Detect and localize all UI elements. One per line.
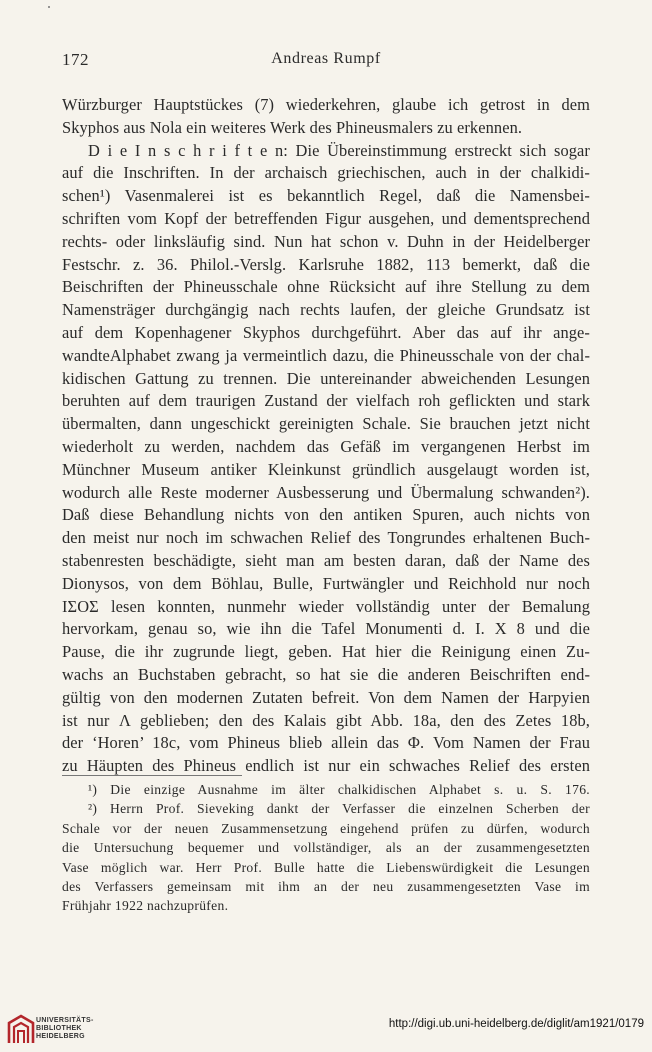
body-line: Dionysos, von dem Böhlau, Bulle, Furtwängler und Reichhold nur noch bbox=[62, 573, 590, 593]
library-name-line: HEIDELBERG bbox=[36, 1033, 85, 1040]
library-name-line: UNIVERSITÄTS- bbox=[36, 1017, 94, 1024]
footnote-line: ¹) Die einzige Ausnahme im älter chalkidischen Alphabet s. u. S. 176. bbox=[88, 782, 590, 797]
body-line: wodurch alle Reste moderner Ausbesserung und Übermalung schwanden²). bbox=[62, 482, 590, 502]
body-line: schriften vom Kopf der betreffenden Figur ausgehen, und dementsprechend bbox=[62, 208, 590, 228]
page-header bbox=[62, 50, 590, 74]
body-line: Festschr. z. 36. Philol.-Verslg. Karlsruhe 1882, 113 bemerkt, daß die bbox=[62, 254, 590, 274]
university-library-logo-icon bbox=[6, 1013, 36, 1047]
body-line: hervorkam, genau so, wie ihn die Tafel Monumenti d. I. X 8 und die bbox=[62, 619, 590, 639]
body-line: auf dem Kopenhagener Skyphos durchgeführt. Aber das auf ihr ange- bbox=[62, 322, 590, 342]
body-line: stabenresten beschädigte, sieht man am besten daran, daß der Name des bbox=[62, 550, 590, 570]
body-line: der ‘Horen’ 18c, vom Phineus blieb allein das Φ. Vom Namen der Frau bbox=[62, 733, 590, 753]
body-line: zu Häupten des Phineus endlich ist nur ein schwaches Relief des ersten bbox=[62, 756, 590, 776]
body-line: wachs an Buchstaben gebracht, so hat sie die anderen Beischriften end- bbox=[62, 664, 590, 684]
body-line: ist nur Λ geblieben; den des Kalais gibt Abb. 18a, den des Zetes 18b, bbox=[62, 710, 590, 730]
page-number: 172 bbox=[62, 50, 89, 69]
footnote-line: die Untersuchung bequemer und vollständiger, als an der zusammengesetzten bbox=[62, 840, 590, 856]
body-line: Beischriften der Phineusschale ohne Rücksicht auf ihre Stellung zu dem bbox=[62, 277, 590, 297]
footnote-line: Vase möglich war. Herr Prof. Bulle hatte die Liebenswürdigkeit die Lesungen bbox=[62, 859, 590, 875]
body-line: auf die Inschriften. In der archaisch griechischen, auch in der chalkidi- bbox=[62, 163, 590, 183]
footnote-line: ²) Herrn Prof. Sieveking dankt der Verfasser die einzelnen Scherben der bbox=[88, 801, 590, 817]
library-name bbox=[36, 1017, 94, 1041]
footer-bar bbox=[0, 1005, 652, 1052]
body-line: Münchner Museum antiker Kleinkunst gründlich ausgelaugt worden ist, bbox=[62, 459, 590, 479]
body-line: rechts- oder linksläufig sind. Nun hat schon v. Duhn in der Heidelberger bbox=[62, 231, 590, 251]
body-line: übermalten, dann ungeschickt gereinigten Schale. Sie brauchen jetzt nicht bbox=[62, 414, 590, 434]
footnotes bbox=[62, 780, 590, 916]
body-line: kidischen Gattung zu trennen. Die untereinander abweichenden Lesungen bbox=[62, 368, 590, 388]
body-line: D i e I n s c h r i f t e n: Die Übereinstimmung erstreckt sich sogar bbox=[88, 140, 590, 160]
footnote-rule bbox=[62, 775, 242, 776]
body-line: schen¹) Vasenmalerei ist es bekanntlich Regel, daß die Namensbei- bbox=[62, 186, 590, 206]
body-line: Daß diese Behandlung nichts von den antiken Spuren, auch nichts von bbox=[62, 505, 590, 525]
body-line: ΙΣΟΣ lesen konnten, nunmehr wieder vollständig unter der Bemalung bbox=[62, 596, 590, 616]
scan-speck bbox=[48, 6, 50, 8]
body-line: wandteAlphabet zwang ja vermeintlich dazu, die Phineusschale von der chal- bbox=[62, 345, 590, 365]
body-line: wiederholt zu werden, nachdem das Gefäß im vergangenen Herbst im bbox=[62, 436, 590, 456]
running-title: Andreas Rumpf bbox=[271, 50, 381, 67]
source-url-link[interactable]: http://digi.ub.uni-heidelberg.de/diglit/am1921/0179 bbox=[388, 1018, 644, 1030]
body-line: Pause, die ihr zugrunde liegt, geben. Hat hier die Reinigung einen Zu- bbox=[62, 642, 590, 662]
body-line: den meist nur noch im schwachen Relief des Tongrundes erhaltenen Buch- bbox=[62, 528, 590, 548]
body-text bbox=[62, 94, 590, 778]
body-line: Skyphos aus Nola ein weiteres Werk des Phineusmalers zu erkennen. bbox=[62, 117, 523, 137]
footnote-line: des Verfassers gemeinsam mit ihm an der neu zusammengesetzten Vase im bbox=[62, 878, 590, 894]
body-line: Namensträger durchgängig nach rechts laufen, der gleiche Grundsatz ist bbox=[62, 300, 590, 320]
footnote-line: Schale vor der neuen Zusammensetzung eingehend prüfen zu dürfen, wodurch bbox=[62, 820, 590, 836]
body-line: Würzburger Hauptstückes (7) wiederkehren, glaube ich getrost in dem bbox=[62, 95, 590, 114]
body-line: gültig von den modernen Zutaten befreit. Von dem Namen der Harpyien bbox=[62, 687, 590, 707]
footnote-line: Frühjahr 1922 nachzuprüfen. bbox=[62, 898, 229, 914]
library-name-line: BIBLIOTHEK bbox=[36, 1025, 82, 1032]
body-line: beruhten auf dem traurigen Zustand der vielfach roh geflickten und stark bbox=[62, 391, 590, 411]
